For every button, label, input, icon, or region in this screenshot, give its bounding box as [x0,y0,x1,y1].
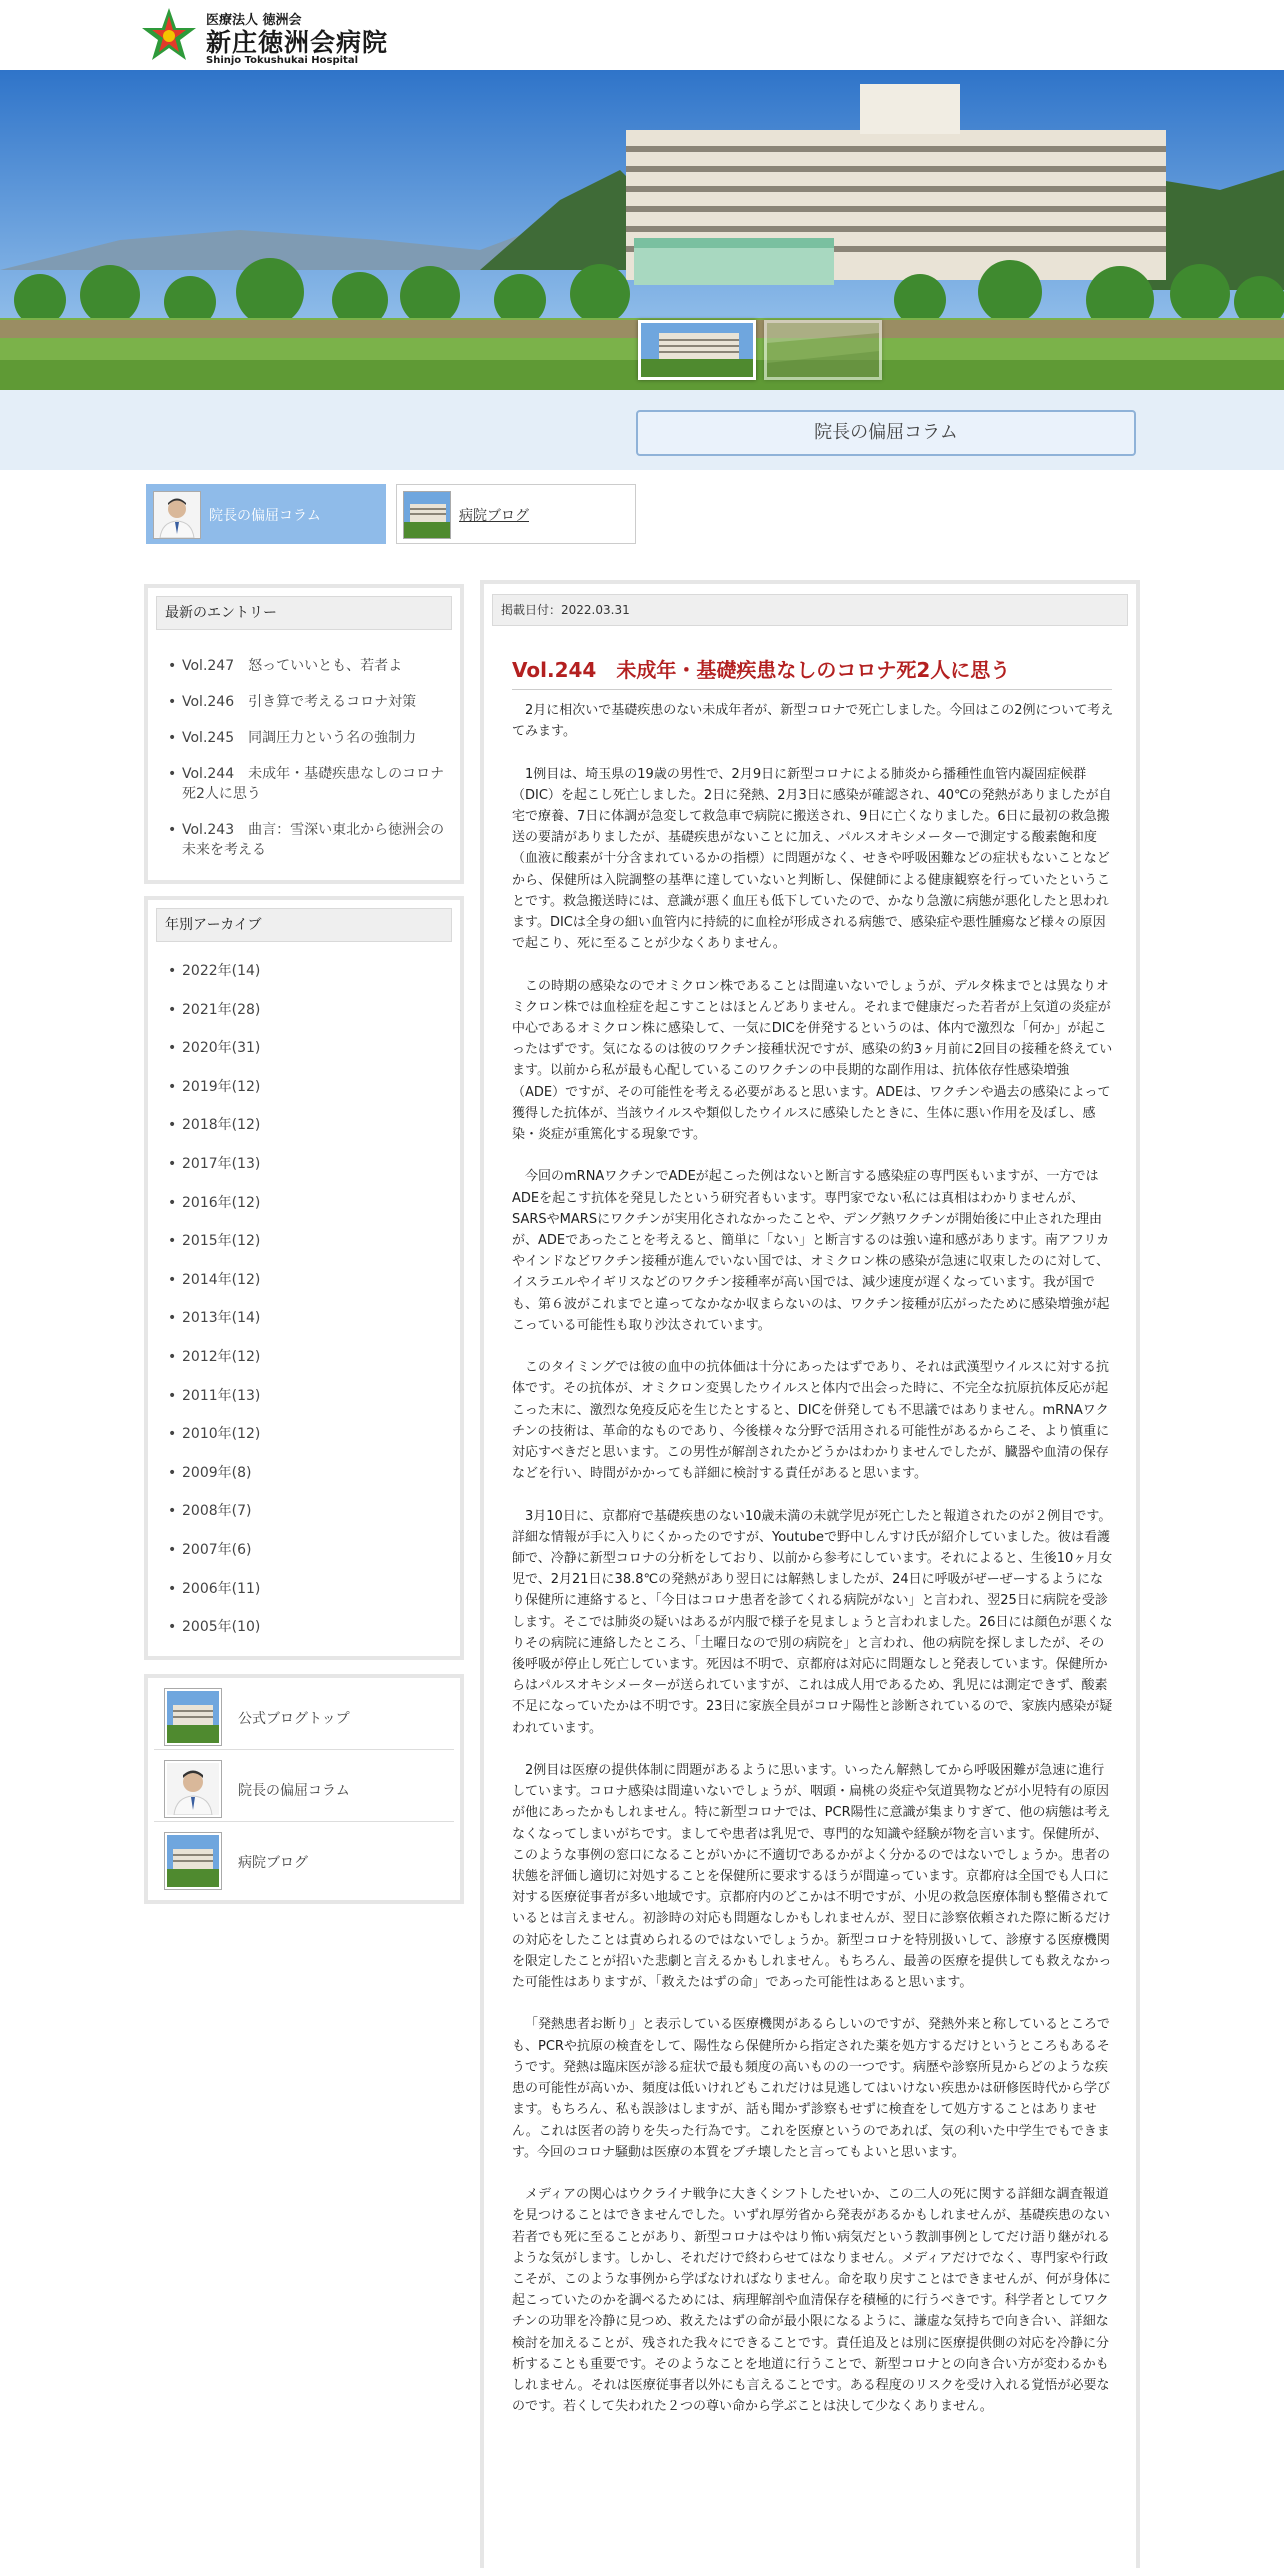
article-paragraph: 2月に相次いで基礎疾患のない未成年者が、新型コロナで死亡しました。今回はこの2例について考えてみます。 [512,703,1114,740]
archive-year-link[interactable]: • 2015年(12) [162,1222,450,1261]
tab-director-column-label: 院長の偏屈コラム [209,508,321,524]
hospital-building-thumbnail [164,1688,222,1746]
article-paragraph: 「発熱患者お断り」と表示している医療機関があるらしいのですが、発熱外来と称しているところでも、PCRや抗原の検査をして、陽性なら保健所から指定された薬を処方するだけというところもあるそうです。発熱は臨床医が診る症状で最も頻度の高いものの一つです。病歴や診察所見からどのような疾患の可能性が高いか、頻度は低いけれどもこれだけは見逃してはいけない疾患かは研修医時代から学びます。もちろん、私も誤診はしますが、話も聞かず診察もせずに検査をして処方することはありません。これは医者の誇りを失った行為です。これを医療というのであれば、気の利いた中学生でもできます。今回のコロナ騒動は医療の本質をブチ壊したと言ってもよいと思います。 [512,2017,1111,2160]
latest-entry-link[interactable]: • Vol.246 引き算で考えるコロナ対策 [162,692,450,712]
hero-banner [0,70,1284,390]
page-title: 院長の偏屈コラム [636,410,1136,456]
link-label: 公式ブログトップ [238,1711,350,1727]
logo-mark-icon [140,6,198,64]
article-date: 掲載日付：2022.03.31 [492,594,1128,626]
director-avatar [164,1760,222,1818]
article-paragraph: メディアの関心はウクライナ戦争に大きくシフトしたせいか、この二人の死に関する詳細な調査報道を見つけることはできませんでした。いずれ厚労省から発表があるかもしれませんが、基礎疾患のない若者でも死に至ることがあり、新型コロナはやはり怖い病気だという教訓事例としてだけ語り継がれるような気がします。しかし、それだけで終わらせてはなりません。メディアだけでなく、専門家や行政こそが、このような事例から学ばなければなりません。命を取り戻すことはできませんが、何が身体に起こっていたのかを調べるためには、病理解剖や血清保存を積極的に行うべきです。科学者としてワクチンの功罪を冷静に見つめ、救えたはずの命が最小限になるように、謙虚な気持ちで向き合い、詳細な検討を加えることが、残された我々にできることです。責任追及とは別に医療提供側の対応を冷静に分析することも重要です。そのようなことを地道に行うことで、新型コロナとの向き合い方が変わるかもしれません。それは医療従事者以外にも言えることです。ある程度のリスクを受け入れる覚悟が必要なのです。若くして失われた２つの尊い命から学ぶことは決して少なくありません。 [512,2187,1111,2415]
hospital-logo[interactable] [140,6,410,66]
latest-entry-link[interactable]: • Vol.244 未成年・基礎疾患なしのコロナ死2人に思う [162,764,450,804]
article-paragraph: 1例目は、埼玉県の19歳の男性で、2月9日に新型コロナによる肺炎から播種性血管内凝固症候群（DIC）を起こし死亡しました。2日に発熱、2月3日に感染が確認され、40℃の発熱がありましたが自宅で療養、7日に体調が急変して救急車で病院に搬送され、9日に亡くなりました。6日に最初の救急搬送の要請がありましたが、基礎疾患がないことに加え、パルスオキシメーターで測定する酸素飽和度（血液に酸素が十分含まれているかの指標）に問題がなく、せきや呼吸困難などの症状もないことなどから、保健所は入院調整の基準に達していないと判断し、保健師による健康観察を行っていたということです。救急搬送時には、意識が悪く血圧も低下していたので、かなり急激に病態が悪化したと思われます。DICは全身の細い血管内に持続的に血栓が形成される病態で、感染症や悪性腫瘍など様々の原因で起こり、死に至ることが少なくありません。 [512,766,1112,952]
tab-hospital-blog-label: 病院ブログ [459,508,529,524]
archive-heading: 年別アーカイブ [156,908,452,942]
sidebar-latest-entries [144,584,464,884]
archive-year-link[interactable]: • 2011年(13) [162,1377,450,1416]
article-paragraph: 今回のmRNAワクチンでADEが起こった例はないと断言する感染症の専門医もいますが、一方ではADEを起こす抗体を発見したという研究者もいます。専門家でない私には真相はわかりませんが、SARSやMARSにワクチンが実用化されなかったことや、デング熱ワクチンが開始後に中止された理由が、ADEであったことを考えると、簡単に「ない」と断言するのは強い違和感があります。南アフリカやインドなどワクチン接種が進んでいない国では、オミクロン株の感染が急速に収束したのに対して、イスラエルやイギリスなどのワクチン接種率が高い国では、減少速度が遅くなっています。我が国でも、第６波がこれまでと違ってなかなか収まらないのは、ワクチン接種が広がったために感染増強が起こっている可能性も取り沙汰されています。 [512,1169,1110,1333]
archive-year-link[interactable]: • 2006年(11) [162,1570,450,1609]
archive-year-link[interactable]: • 2013年(14) [162,1299,450,1338]
archive-year-link[interactable]: • 2021年(28) [162,991,450,1030]
article-paragraph: このタイミングでは彼の血中の抗体価は十分にあったはずであり、それは武漢型ウイルスに対する抗体です。その抗体が、オミクロン変異したウイルスと体内で出会った時に、不完全な抗原抗体反応が起こった末に、激烈な免疫反応を生じたとすると、DICを併発しても不思議ではありません。mRNAワクチンの技術は、革命的なものであり、今後様々な分野で活用される可能性があるからこそ、より慎重に対応すべきだと思います。この男性が解剖されたかどうかはわかりませんでしたが、臓器や血清の保存などを行い、時間がかかっても詳細に検討する責任があると思います。 [512,1360,1110,1482]
article-title: Vol.244 未成年・基礎疾患なしのコロナ死2人に思う [512,654,1112,690]
archive-year-link[interactable]: • 2016年(12) [162,1184,450,1223]
logo-hospital-name: 新庄徳洲会病院 [206,28,389,57]
article [480,580,1140,2568]
site-header [0,0,1284,70]
link-hospital-blog[interactable] [154,1822,454,1894]
latest-entry-link[interactable]: • Vol.243 曲言：雪深い東北から徳洲会の未来を考える [162,820,450,860]
article-paragraph: この時期の感染なのでオミクロン株であることは間違いないでしょうが、デルタ株までとは異なりオミクロン株では血栓症を起こすことはほとんどありません。それまで健康だった若者が上気道の炎症が中心であるオミクロン株に感染して、一気にDICを併発するというのは、体内で激烈な「何か」が起こったはずです。気になるのは彼のワクチン接種状況ですが、感染の約3ヶ月前に2回目の接種を終えています。以前から私が最も心配しているこのワクチンの中長期的な副作用は、抗体依存性感染増強（ADE）ですが、その可能性を考える必要があると思います。ADEは、ワクチンや過去の感染によって獲得した抗体が、当該ウイルスや類似したウイルスに感染したときに、生体に悪い作用を及ぼし、感染・炎症が重篤化する現象です。 [512,978,1113,1143]
archive-year-link[interactable]: • 2020年(31) [162,1029,450,1068]
article-body [512,700,1114,2439]
article-paragraph: 3月10日に、京都府で基礎疾患のない10歳未満の未就学児が死亡したと報道されたのが２例目です。詳細な情報が手に入りにくかったのですが、Youtubeで野中しんすけ氏が紹介していました。彼は看護師で、冷静に新型コロナの分析をしており、以前から参考にしています。それによると、生後10ヶ月女児で、2月21日に38.8℃の発熱があり翌日には解熱しましたが、24日に呼吸がぜーぜーするようになり保健所に連絡すると、「今日はコロナ患者を診てくれる病院がない」と言われ、翌25日に病院を受診します。そこでは肺炎の疑いはあるが内服で様子を見ましょうと言われました。26日には顔色が悪くなりその病院に連絡したところ、「土曜日なので別の病院を」と言われ、他の病院を探しましたが、その後呼吸が停止し死亡しています。死因は不明で、京都府は対応に問題なしと発表しています。保健所からはパルスオキシメーターが送られていますが、これは成人用であるため、乳児には測定できず、酸素不足になっていたかは不明です。23日に家族全員がコロナ陽性と診断されているので、家族内感染が疑われています。 [512,1508,1113,1736]
logo-hospital-name-en: Shinjo Tokushukai Hospital [206,55,359,66]
link-director-column[interactable] [154,1750,454,1822]
archive-year-link[interactable]: • 2010年(12) [162,1415,450,1454]
archive-year-link[interactable]: • 2017年(13) [162,1145,450,1184]
article-paragraph: 2例目は医療の提供体制に問題があるように思います。いったん解熱してから呼吸困難が急速に進行しています。コロナ感染は間違いないでしょうが、咽頭・扁桃の炎症や気道異物などが小児特有の原因が他にあったかもしれません。特に新型コロナでは、PCR陽性に意識が集まりすぎて、他の病態は考えなくなってしまいがちです。ましてや患者は乳児で、専門的な知識や経験が物を言います。保健所が、このような事例の窓口になることがいかに不適切であるかがよく分かるのではないでしょうか。患者の状態を評価し適切に対処することを保健所に要求するほうが間違っています。京都府は全国でも人口に対する医療従事者が多い地域です。京都府内のどこかは不明ですが、小児の救急医療体制も整備されているとは言えません。初診時の対応も問題なしかもしれませんが、翌日に診察依頼された際に断るだけの対応をしたことは責められるのではないでしょうか。新型コロナを特別扱いして、診療する医療機関を限定したことが招いた悲劇と言えるかもしれません。もちろん、最善の医療を提供しても救えなかった可能性はありますが、「救えたはずの命」であった可能性はあると思います。 [512,1763,1112,1991]
latest-entry-link[interactable]: • Vol.247 怒っていいとも、若者よ [162,656,450,676]
hospital-building-thumbnail [164,1832,222,1890]
archive-year-link[interactable]: • 2009年(8) [162,1454,450,1493]
hero-thumbnail-1[interactable] [638,320,756,380]
link-label: 院長の偏屈コラム [238,1783,350,1799]
hero-thumbnail-2[interactable] [764,320,882,380]
logo-org: 医療法人 徳洲会 [206,13,302,28]
sidebar-links [144,1674,464,1904]
archive-year-link[interactable]: • 2022年(14) [162,952,450,991]
archive-year-link[interactable]: • 2005年(10) [162,1608,450,1647]
archive-year-link[interactable]: • 2018年(12) [162,1106,450,1145]
link-label: 病院ブログ [238,1855,308,1871]
hospital-building-thumbnail [403,491,451,539]
tab-director-column[interactable] [146,484,386,544]
archive-year-link[interactable]: • 2008年(7) [162,1492,450,1531]
archive-year-link[interactable]: • 2014年(12) [162,1261,450,1300]
latest-entries-heading: 最新のエントリー [156,596,452,630]
tab-hospital-blog[interactable] [396,484,636,544]
archive-year-link[interactable]: • 2012年(12) [162,1338,450,1377]
archive-year-link[interactable]: • 2019年(12) [162,1068,450,1107]
link-official-blog-top[interactable] [154,1678,454,1750]
director-avatar [153,491,201,539]
title-band [0,390,1284,470]
sidebar-yearly-archive [144,896,464,1660]
archive-year-link[interactable]: • 2007年(6) [162,1531,450,1570]
latest-entry-link[interactable]: • Vol.245 同調圧力という名の強制力 [162,728,450,748]
